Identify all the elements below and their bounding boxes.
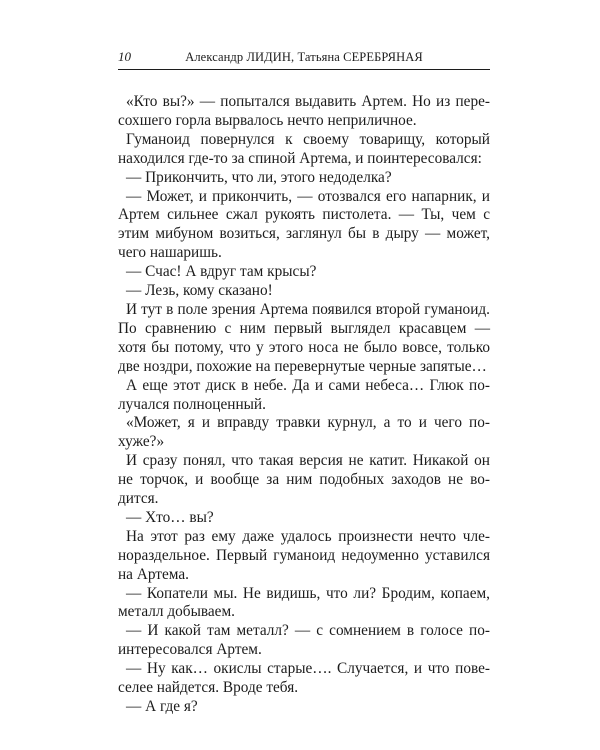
paragraph: — Ну как… окислы старые…. Случается, и что повеселее найдется. Вроде тебя. bbox=[118, 660, 490, 697]
paragraph: И тут в поле зрения Артема появился второй гуманоид. По сравнению с ним первый выглядел красавцем — хотя бы потому, что у этого носа не было вовсе, только две ноздри, похожие на перевернутые черные запятые… bbox=[118, 300, 490, 375]
paragraph: «Может, я и вправду травки курнул, а то и чего похуже?» bbox=[118, 414, 490, 451]
page-number: 10 bbox=[118, 49, 131, 64]
paragraph: — Копатели мы. Не видишь, что ли? Бродим, копаем, металл добываем. bbox=[118, 584, 490, 621]
paragraph: На этот раз ему даже удалось произнести нечто членораздельное. Первый гуманоид недоуменно уставился на Артема. bbox=[118, 527, 490, 583]
paragraph: — И какой там металл? — с сомнением в голосе поинтересовался Артем. bbox=[118, 622, 490, 659]
paragraph: — Счас! А вдруг там крысы? bbox=[126, 263, 317, 281]
paragraph: Гуманоид повернулся к своему товарищу, который находился где-то за спиной Артема, и поинтересовался: bbox=[118, 130, 490, 167]
paragraph: — Может, и прикончить, — отозвался его напарник, и Артем сильнее сжал рукоять пистолета. — Ты, чем с этим мибуном возиться, заглянул бы в дыру — может, чего нашаришь. bbox=[118, 187, 490, 262]
paragraph: «Кто вы?» — попытался выдавить Артем. Но из пересохшего горла вырвалось нечто неприличное. bbox=[118, 93, 490, 129]
running-title: Александр ЛИДИН, Татьяна СЕРЕБРЯНАЯ bbox=[185, 50, 423, 64]
header-rule bbox=[118, 69, 490, 70]
paragraph: И сразу понял, что такая версия не катит. Никакой он не торчок, и вообще за ним подобных заходов не водится. bbox=[118, 452, 490, 508]
running-head bbox=[118, 47, 490, 67]
body-text bbox=[118, 93, 490, 717]
paragraph: — Лезь, кому сказано! bbox=[126, 282, 273, 300]
paragraph: — Хто… вы? bbox=[126, 508, 214, 526]
paragraph: — А где я? bbox=[126, 698, 198, 715]
paragraph: А еще этот диск в небе. Да и сами небеса… Глюк получался полноценный. bbox=[118, 376, 490, 413]
paragraph: — Прикончить, что ли, этого недоделка? bbox=[126, 168, 392, 186]
